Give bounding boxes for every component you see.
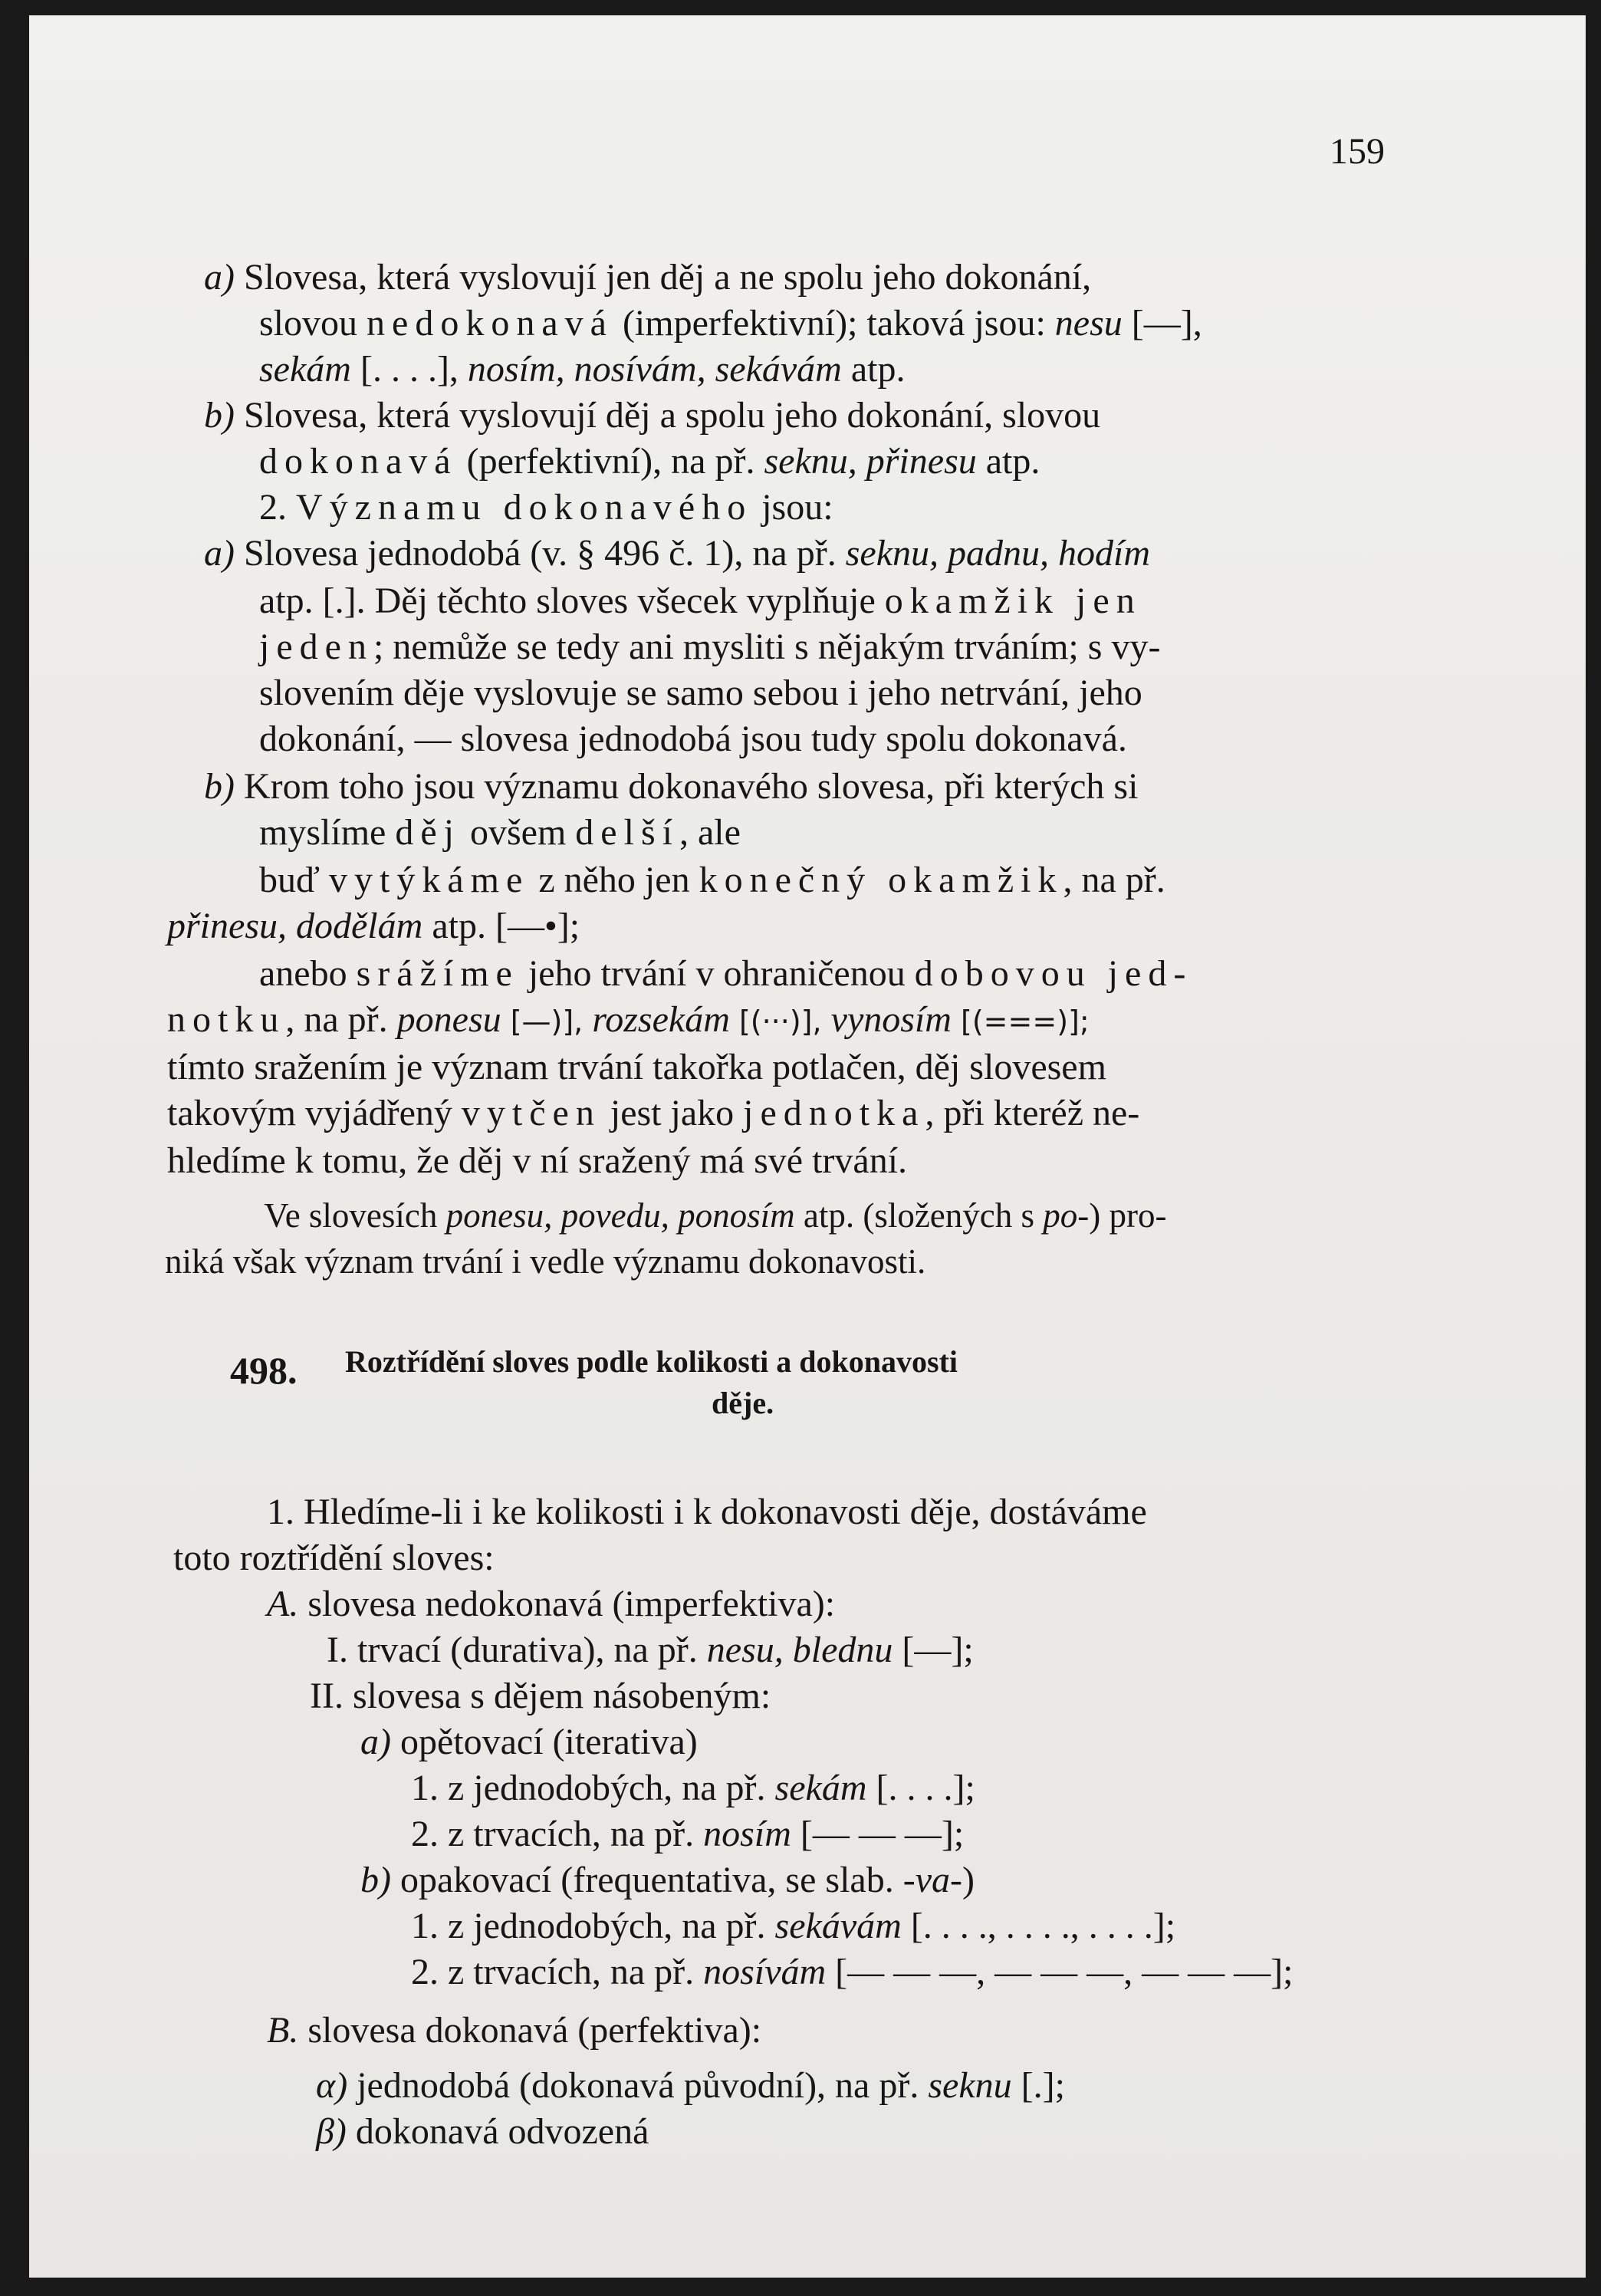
text-line: Ve slovesích ponesu, povedu, ponosím atp. (složených s po-) pro- [264, 1196, 1167, 1235]
text-line: b) Slovesa, která vyslovují děj a spolu jeho dokonání, slovou [204, 395, 1101, 436]
text-line: slovením děje vyslovuje se samo sebou i jeho netrvání, jeho [259, 673, 1142, 713]
list-item: 1. z jednodobých, na př. sekávám [. . . ., . . . ., . . . .]; [411, 1906, 1176, 1946]
list-item: β) dokonavá odvozená [316, 2111, 649, 2152]
list-item: 2. z trvacích, na př. nosím [— — —]; [411, 1814, 965, 1854]
text-line: tímto sražením je význam trvání takořka potlačen, děj slovesem [167, 1047, 1106, 1087]
text-line: jeden; nemůže se tedy ani mysliti s nějakým trváním; s vy- [259, 627, 1161, 667]
text-line: dokonavá (perfektivní), na př. seknu, přinesu atp. [259, 441, 1040, 482]
text-line: takovým vyjádřený vytčen jest jako jednotka, při kteréž ne- [167, 1093, 1140, 1133]
list-item: α) jednodobá (dokonavá původní), na př. seknu [.]; [316, 2065, 1065, 2106]
text-line: atp. [.]. Děj těchto sloves všecek vyplňuje okamžik jen [259, 581, 1142, 621]
text-line: a) Slovesa, která vyslovují jen děj a ne spolu jeho dokonání, [204, 257, 1092, 298]
text-line: b) Krom toho jsou významu dokonavého slovesa, při kterých si [204, 766, 1139, 807]
book-page [29, 15, 1586, 2278]
text-line: toto roztřídění sloves: [173, 1538, 495, 1578]
text-line: přinesu, dodělám atp. [—•]; [167, 906, 580, 946]
text-line: hledíme k tomu, že děj v ní sražený má své trvání. [167, 1140, 908, 1181]
section-title: děje. [712, 1386, 774, 1420]
text-line: anebo srážíme jeho trvání v ohraničenou dobovou jed- [259, 953, 1193, 994]
list-item: II. slovesa s dějem násobeným: [310, 1676, 771, 1716]
section-number: 498. [230, 1349, 298, 1392]
text-line: slovou nedokonavá (imperfektivní); taková jsou: nesu [—], [259, 303, 1202, 344]
section-title: Roztřídění sloves podle kolikosti a dokonavosti [345, 1344, 958, 1379]
list-item: 1. z jednodobých, na př. sekám [. . . .]; [411, 1768, 975, 1808]
text-line: buď vytýkáme z něho jen konečný okamžik, na př. [259, 860, 1165, 900]
list-item: B. slovesa dokonavá (perfektiva): [267, 2010, 762, 2051]
text-line: 1. Hledíme-li i ke kolikosti i k dokonavosti děje, dostáváme [267, 1492, 1147, 1532]
list-item: 2. z trvacích, na př. nosívám [— — —, — — —, — — —]; [411, 1952, 1294, 1992]
text-line: dokonání, — slovesa jednodobá jsou tudy spolu dokonavá. [259, 719, 1127, 759]
page-number: 159 [1330, 131, 1385, 172]
list-item: A. slovesa nedokonavá (imperfektiva): [267, 1584, 836, 1624]
text-line: sekám [. . . .], nosím, nosívám, sekávám atp. [259, 349, 906, 390]
text-line: 2. Významu dokonavého jsou: [259, 487, 833, 528]
list-item: I. trvací (durativa), na př. nesu, blednu [—]; [327, 1630, 974, 1670]
text-line: niká však význam trvání i vedle významu dokonavosti. [165, 1242, 926, 1281]
text-line: myslíme děj ovšem delší, ale [259, 812, 741, 853]
list-item: b) opakovací (frequentativa, se slab. -va-) [360, 1860, 975, 1900]
text-line: notku, na př. ponesu [—)], rozsekám [(···)], vynosím [(===)]; [167, 999, 1090, 1040]
text-line: a) Slovesa jednodobá (v. § 496 č. 1), na př. seknu, padnu, hodím [204, 533, 1150, 574]
list-item: a) opětovací (iterativa) [360, 1722, 698, 1762]
